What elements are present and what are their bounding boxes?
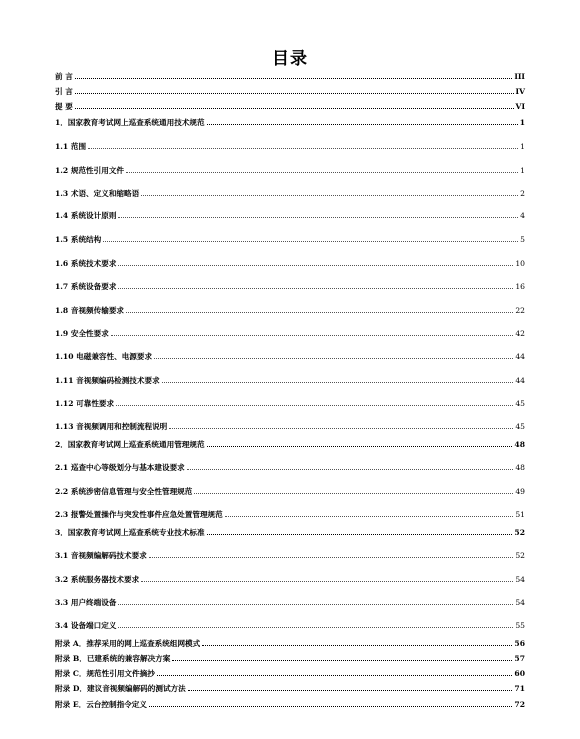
toc-entry-page-number: 71 — [514, 684, 525, 693]
toc-entry-page-number: 48 — [514, 440, 525, 449]
dot-leader — [162, 382, 514, 383]
toc-entry-page-number: 10 — [515, 259, 525, 268]
toc-entry[interactable] — [55, 139, 525, 151]
toc-entry-page-number: IV — [515, 87, 525, 96]
toc-entry-page-number: 57 — [514, 654, 525, 663]
dot-leader — [202, 645, 512, 646]
toc-entry[interactable] — [55, 595, 525, 607]
dot-leader — [118, 604, 513, 605]
toc-entry-page-number: 44 — [515, 376, 525, 385]
toc-entry-title: 1.11 音视频编码检测技术要求 — [55, 376, 160, 385]
toc-entry[interactable] — [55, 419, 525, 431]
dot-leader — [157, 675, 513, 676]
toc-entry[interactable] — [55, 208, 525, 220]
toc-entry-title: 附录 B．已建系统的兼容解决方案 — [55, 654, 171, 663]
toc-entry[interactable] — [55, 437, 525, 449]
toc-entry-title: 附录 D．建议音视频编解码的测试方法 — [55, 684, 186, 693]
toc-entry-title: 1.12 可靠性要求 — [55, 399, 115, 408]
toc-entry[interactable] — [55, 666, 525, 678]
toc-entry-page-number: 45 — [515, 399, 525, 408]
toc-entry-title: 附录 A．推荐采用的网上巡查系统组网模式 — [55, 639, 201, 648]
toc-entry-page-number: 48 — [515, 463, 525, 472]
toc-entry-page-number: 5 — [520, 235, 525, 244]
dot-leader — [149, 706, 512, 707]
toc-entry[interactable] — [55, 279, 525, 291]
dot-leader — [118, 265, 513, 266]
toc-entry[interactable] — [55, 507, 525, 519]
toc-entry-title: 1.7 系统设备要求 — [55, 282, 117, 291]
toc-entry-page-number: 42 — [515, 329, 525, 338]
toc-entry-page-number: 52 — [515, 551, 525, 560]
toc-entry-title: 2．国家教育考试网上巡查系统通用管理规范 — [55, 440, 205, 449]
toc-entry[interactable] — [55, 548, 525, 560]
dot-leader — [75, 78, 512, 79]
dot-leader — [169, 428, 513, 429]
dot-leader — [126, 172, 518, 173]
dot-leader — [187, 469, 514, 470]
dot-leader — [75, 108, 514, 109]
toc-entry-title: 2.3 报警处置操作与突发性事件应急处置管理规范 — [55, 510, 223, 519]
toc-entry-title: 3.3 用户终端设备 — [55, 598, 117, 607]
toc-entry-title: 附录 C．规范性引用文件摘抄 — [55, 669, 155, 678]
toc-entry-title: 3.1 音视频编解码技术要求 — [55, 551, 147, 560]
toc-entry-title: 1.5 系统结构 — [55, 235, 102, 244]
toc-entry[interactable] — [55, 636, 525, 648]
dot-leader — [103, 241, 518, 242]
toc-entry[interactable] — [55, 525, 525, 537]
toc-entry[interactable] — [55, 303, 525, 315]
toc-entry[interactable] — [55, 84, 525, 96]
dot-leader — [207, 534, 513, 535]
dot-leader — [149, 557, 514, 558]
toc-entry[interactable] — [55, 373, 525, 385]
dot-leader — [207, 446, 513, 447]
toc-entry[interactable] — [55, 697, 525, 709]
toc-entry-title: 引 言 — [55, 87, 73, 96]
toc-entry[interactable] — [55, 618, 525, 630]
toc-entry-title: 1.8 音视频传输要求 — [55, 306, 125, 315]
dot-leader — [194, 493, 513, 494]
toc-entry-page-number: 51 — [515, 510, 525, 519]
toc-entry[interactable] — [55, 484, 525, 496]
toc-entry[interactable] — [55, 396, 525, 408]
toc-entry-page-number: 52 — [514, 528, 525, 537]
dot-leader — [88, 148, 518, 149]
dot-leader — [188, 690, 513, 691]
toc-entry-page-number: 4 — [520, 211, 525, 220]
toc-entry-page-number: 44 — [515, 352, 525, 361]
page-title: 目录 — [272, 49, 308, 69]
toc-entry-page-number: 54 — [515, 598, 525, 607]
toc-entry[interactable] — [55, 349, 525, 361]
toc-entry-page-number: 2 — [520, 189, 525, 198]
toc-entry-title: 提 要 — [55, 102, 73, 111]
toc-entry-page-number: 56 — [514, 639, 525, 648]
toc-entry-page-number: 1 — [519, 118, 525, 127]
toc-entry-title: 前 言 — [55, 72, 73, 81]
dot-leader — [118, 217, 518, 218]
toc-entry[interactable] — [55, 115, 525, 127]
toc-entry-title: 附录 E．云台控制指令定义 — [55, 700, 147, 709]
toc-entry-title: 1.3 术语、定义和缩略语 — [55, 189, 140, 198]
toc-entry-title: 2.2 系统涉密信息管理与安全性管理规范 — [55, 487, 193, 496]
dot-leader — [141, 581, 513, 582]
toc-entry-page-number: 1 — [520, 166, 525, 175]
toc-entry[interactable] — [55, 651, 525, 663]
dot-leader — [118, 288, 513, 289]
toc-entry-title: 3.4 设备端口定义 — [55, 621, 117, 630]
toc-entry-page-number: 16 — [515, 282, 525, 291]
dot-leader — [118, 627, 513, 628]
dot-leader — [207, 124, 518, 125]
toc-entry-title: 1.9 安全性要求 — [55, 329, 109, 338]
toc-entry-page-number: 55 — [515, 621, 525, 630]
toc-entry[interactable] — [55, 186, 525, 198]
toc-entry-page-number: 1 — [520, 142, 525, 151]
toc-entry[interactable] — [55, 256, 525, 268]
toc-entry[interactable] — [55, 99, 525, 111]
toc-entry-title: 1.1 范围 — [55, 142, 87, 151]
toc-entry-title: 1.10 电磁兼容性、电源要求 — [55, 352, 153, 361]
toc-entry[interactable] — [55, 681, 525, 693]
toc-entry-page-number: 22 — [515, 306, 525, 315]
toc-entry-page-number: 72 — [514, 700, 525, 709]
toc-entry[interactable] — [55, 460, 525, 472]
toc-entry-page-number: VI — [515, 102, 525, 111]
toc-entry-title: 3．国家教育考试网上巡查系统专业技术标准 — [55, 528, 205, 537]
toc-entry[interactable] — [55, 69, 525, 81]
toc-entry[interactable] — [55, 232, 525, 244]
toc-entry[interactable] — [55, 326, 525, 338]
toc-entry-title: 1.4 系统设计原则 — [55, 211, 117, 220]
toc-entry-title: 2.1 巡查中心等级划分与基本建设要求 — [55, 463, 185, 472]
dot-leader — [141, 195, 518, 196]
toc-entry-title: 1.2 规范性引用文件 — [55, 166, 125, 175]
toc-entry-title: 1.13 音视频调用和控制流程说明 — [55, 422, 168, 431]
toc-entry-page-number: 49 — [515, 487, 525, 496]
dot-leader — [111, 335, 514, 336]
toc-entry-title: 3.2 系统服务器技术要求 — [55, 575, 140, 584]
dot-leader — [126, 312, 513, 313]
dot-leader — [116, 405, 513, 406]
toc-entry-page-number: III — [514, 72, 525, 81]
toc-entry[interactable] — [55, 572, 525, 584]
toc-entry-page-number: 54 — [515, 575, 525, 584]
toc-entry-title: 1．国家教育考试网上巡查系统通用技术规范 — [55, 118, 205, 127]
toc-entry[interactable] — [55, 163, 525, 175]
dot-leader — [225, 516, 514, 517]
toc-entry-page-number: 60 — [514, 669, 525, 678]
dot-leader — [154, 358, 513, 359]
toc-entry-title: 1.6 系统技术要求 — [55, 259, 117, 268]
dot-leader — [75, 93, 514, 94]
dot-leader — [172, 660, 512, 661]
toc-entry-page-number: 45 — [515, 422, 525, 431]
